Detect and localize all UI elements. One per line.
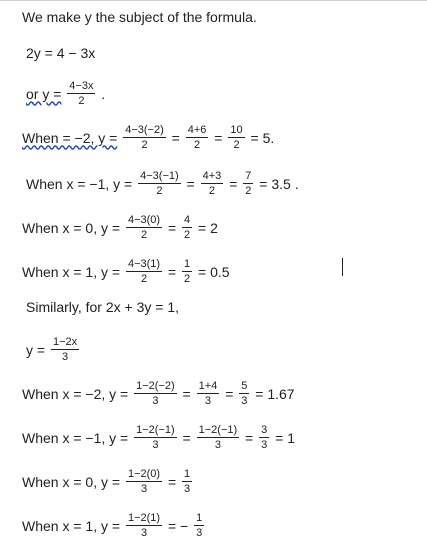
negative-sign: = − <box>167 517 189 534</box>
fraction-bar <box>182 481 192 482</box>
num: 1 <box>184 468 191 480</box>
fraction <box>126 214 162 241</box>
fraction <box>182 258 192 285</box>
den: 2 <box>184 273 191 285</box>
fraction <box>194 512 204 539</box>
den: 2 <box>140 273 148 285</box>
eq2-fraction <box>67 80 95 107</box>
num: 4+6 <box>187 124 207 136</box>
fraction-bar <box>134 437 177 438</box>
fraction-bar <box>197 437 240 438</box>
den: 2 <box>156 185 163 197</box>
row7-line <box>22 468 194 495</box>
row-lead: When x = 1, y = <box>22 263 121 280</box>
row-lead: When x = −1, y = <box>22 429 129 446</box>
fraction-bar <box>51 349 79 350</box>
similarly-text: Similarly, for 2x + 3y = 1, <box>26 299 180 315</box>
equals-sign: = <box>182 429 191 446</box>
equals-sign: = <box>167 473 177 490</box>
row1-line <box>22 124 274 151</box>
fraction-bar <box>228 137 244 138</box>
num: 4 <box>184 214 191 226</box>
den: 3 <box>140 527 148 539</box>
equals-sign: = <box>245 429 254 446</box>
fraction-bar <box>239 393 249 394</box>
den: 2 <box>245 185 252 197</box>
row-result: = 5. <box>250 129 275 146</box>
row4-line <box>22 258 230 285</box>
equation-line-3 <box>26 336 81 363</box>
fraction <box>134 424 177 451</box>
equals-sign: = <box>229 175 238 192</box>
fraction-bar <box>182 271 192 272</box>
num: 4−3(1) <box>127 258 161 270</box>
fraction <box>126 512 162 539</box>
equals-sign: = <box>225 385 234 402</box>
equals-sign: = <box>167 219 177 236</box>
num: 10 <box>230 124 243 136</box>
row8-line <box>22 512 206 539</box>
fraction <box>186 124 209 151</box>
row-result: = 1 <box>275 429 295 446</box>
fraction-bar <box>126 481 162 482</box>
num: 1−2(−1) <box>136 424 175 436</box>
eq3-den: 3 <box>61 351 69 363</box>
num: 1−2(−2) <box>136 380 175 392</box>
num: 3 <box>261 424 268 436</box>
den: 2 <box>194 139 201 151</box>
row5-line <box>22 380 295 407</box>
row-result: = 3.5 . <box>259 175 299 192</box>
fraction <box>243 170 253 197</box>
den: 3 <box>214 439 221 451</box>
fraction-bar <box>134 393 177 394</box>
num: 1−2(1) <box>127 512 161 524</box>
num: 5 <box>241 380 248 392</box>
den: 3 <box>152 395 159 407</box>
den: 3 <box>140 483 148 495</box>
fraction <box>138 170 181 197</box>
den: 3 <box>261 439 268 451</box>
eq2-num: 4−3x <box>69 80 94 92</box>
equation-line-1: 2y = 4 − 3x <box>26 45 96 61</box>
eq2-den: 2 <box>78 95 85 107</box>
row-lead: When = −2, y = <box>22 129 118 146</box>
num: 1 <box>184 258 191 270</box>
fraction-bar <box>67 93 95 94</box>
fraction <box>126 468 162 495</box>
fraction-bar <box>126 525 162 526</box>
fraction <box>126 258 162 285</box>
top-border <box>0 0 427 1</box>
eq3-fraction <box>51 336 79 363</box>
equals-sign: = <box>167 263 177 280</box>
den: 3 <box>204 395 212 407</box>
fraction-bar <box>194 525 204 526</box>
fraction-bar <box>201 183 224 184</box>
num: 7 <box>245 170 252 182</box>
row-lead: When x = 0, y = <box>22 219 121 236</box>
num: 1−2(−1) <box>198 424 238 436</box>
equation-line-2 <box>26 80 105 107</box>
row3-line <box>22 214 218 241</box>
fraction-bar <box>126 227 162 228</box>
eq3-prefix: y = <box>26 341 46 358</box>
fraction-bar <box>138 183 181 184</box>
den: 2 <box>184 229 191 241</box>
equals-sign: = <box>171 129 180 146</box>
fraction <box>197 380 220 407</box>
fraction <box>134 380 177 407</box>
den: 2 <box>140 229 148 241</box>
text-cursor <box>342 258 343 276</box>
eq3-num: 1−2x <box>52 336 78 348</box>
fraction-bar <box>243 183 253 184</box>
row-result: = 1.67 <box>255 385 295 402</box>
fraction-bar <box>126 271 162 272</box>
num: 4−3(−1) <box>140 170 179 182</box>
fraction-bar <box>197 393 220 394</box>
equals-sign: = <box>186 175 195 192</box>
fraction-bar <box>123 137 166 138</box>
den: 3 <box>184 483 191 495</box>
intro-text: We make y the subject of the formula. <box>22 9 257 25</box>
eq2-prefix: or y = <box>26 85 62 102</box>
fraction <box>259 424 269 451</box>
num: 1−2(0) <box>127 468 161 480</box>
den: 2 <box>208 185 216 197</box>
equals-sign: = <box>182 385 191 402</box>
fraction <box>197 424 240 451</box>
row-lead: When x = −1, y = <box>26 175 133 192</box>
row-result: = 2 <box>198 219 218 236</box>
den: 3 <box>152 439 159 451</box>
fraction <box>228 124 244 151</box>
fraction-bar <box>182 227 192 228</box>
den: 3 <box>241 395 248 407</box>
num: 1+4 <box>198 380 218 392</box>
eq2-suffix: . <box>101 85 106 102</box>
row6-line <box>22 424 295 451</box>
equals-sign: = <box>214 129 223 146</box>
den: 2 <box>141 139 148 151</box>
row-lead: When x = 0, y = <box>22 473 121 490</box>
fraction-bar <box>186 137 209 138</box>
row-lead: When x = −2, y = <box>22 385 129 402</box>
fraction <box>182 468 192 495</box>
num: 4−3(−2) <box>125 124 164 136</box>
den: 2 <box>233 139 240 151</box>
fraction-bar <box>259 437 269 438</box>
row2-line <box>26 170 299 197</box>
row-lead: When x = 1, y = <box>22 517 121 534</box>
num: 4+3 <box>202 170 222 182</box>
fraction <box>201 170 224 197</box>
den: 3 <box>196 527 203 539</box>
num: 4−3(0) <box>127 214 161 226</box>
num: 1 <box>196 512 203 524</box>
fraction <box>123 124 166 151</box>
fraction <box>182 214 192 241</box>
row-result: = 0.5 <box>198 263 230 280</box>
fraction <box>239 380 249 407</box>
